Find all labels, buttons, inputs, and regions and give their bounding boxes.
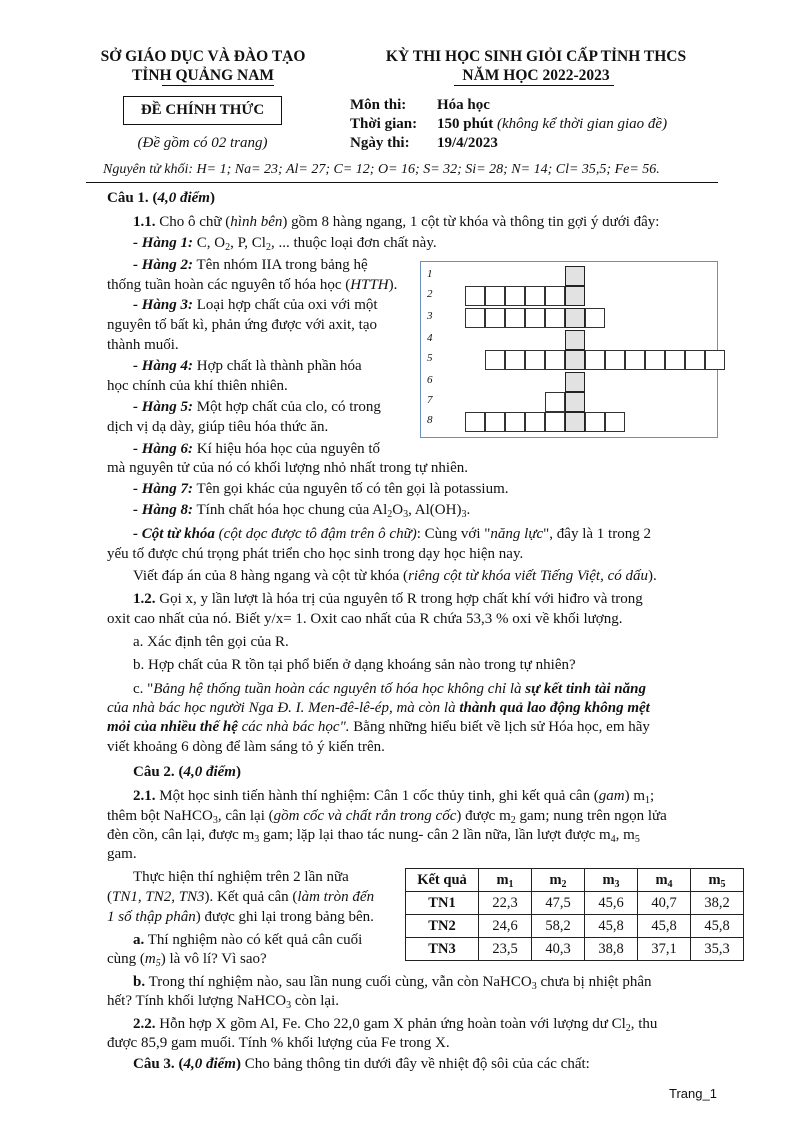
table-header-cell: $m_3$ — [585, 869, 638, 892]
q3-title: Câu 3. — [133, 1056, 175, 1072]
q2-1-line-4: gam. — [107, 846, 137, 862]
row2-text-a: Tên nhóm IIA trong bảng hệ — [196, 257, 368, 273]
row3-clue-b: nguyên tố bất kì, phản ứng được với axit, tạo — [107, 317, 377, 333]
crossword-row-number: 2 — [427, 288, 433, 300]
table-row — [406, 892, 744, 915]
crossword-cell — [545, 412, 565, 432]
row2-clue-b: thống tuần hoàn các nguyên tố hóa học (HTTH). — [107, 277, 398, 293]
row3-text-a: Loại hợp chất của oxi với một — [196, 297, 378, 313]
crossword-key-cell — [565, 330, 585, 350]
row8-clue — [133, 501, 470, 519]
subject-label: Môn thi: — [350, 97, 407, 113]
table-cell: 24,6 — [479, 915, 532, 938]
time-line — [437, 115, 667, 133]
q1-2-part-c-line-1: c. "Bảng hệ thống tuần hoàn các nguyên tố hóa học không chỉ là sự kết tinh tài năng — [133, 681, 646, 697]
q2-1-part-a-line-2: cùng $(m_5)$ là vô lí? Vì sao? — [107, 951, 267, 969]
crossword-row-number: 5 — [427, 352, 433, 364]
row1-label: - Hàng 1: — [133, 235, 193, 251]
q1-2-part-b: b. Hợp chất của R tồn tại phổ biến ở dạng khoáng sản nào trong tự nhiên? — [133, 657, 576, 673]
crossword-cell — [625, 350, 645, 370]
table-header-cell: $m_1$ — [479, 869, 532, 892]
key-text-c: ", đây là 1 trong 2 — [543, 526, 651, 542]
table-cell: 38,2 — [691, 892, 744, 915]
q1-2-part-c-line-2: của nhà bác học người Nga Đ. I. Men-đê-lê-ép, mà còn là thành quả lao động không mệt — [107, 700, 650, 716]
crossword-cell — [605, 350, 625, 370]
q2-points: 4,0 điểm — [183, 764, 236, 780]
q1-points: 4,0 điểm — [157, 190, 210, 206]
crossword-cell — [505, 286, 525, 306]
row3-clue-c: thành muối. — [107, 337, 179, 353]
table-row — [406, 915, 744, 938]
crossword-cell — [545, 350, 565, 370]
q2-1-part-b-line-2: hết? Tính khối lượng NaHCO$_3$ còn lại. — [107, 993, 340, 1011]
q2-2-line-2: được 85,9 gam muối. Tính % khối lượng của Fe trong X. — [107, 1035, 450, 1051]
subject-value: Hóa học — [437, 97, 490, 113]
table-header-cell: $m_4$ — [638, 869, 691, 892]
table-cell: 38,8 — [585, 938, 638, 961]
q2-1-line-3: đèn cồn, cân lại, được $m_3$ gam; lặp lại thao tác nung- cân 2 lần nữa, lần lượt được $m_4$, $m_5$ — [107, 827, 640, 845]
q2-2-line-1: 2.2. Hỗn hợp X gồm Al, Fe. Cho 22,0 gam X phản ứng hoàn toàn với lượng dư $Cl_2$, thu — [133, 1016, 658, 1034]
row1-text: C, $O_2$, P, $Cl_2$, ... thuộc loại đơn chất này. — [196, 235, 437, 253]
department-line-1: SỞ GIÁO DỤC VÀ ĐÀO TẠO — [100, 48, 306, 65]
q2-1-line-6: (TN1, TN2, TN3). Kết quả cân (làm tròn đến — [107, 889, 375, 905]
q2-1-line-1: 2.1. Một học sinh tiến hành thí nghiệm: Cân 1 cốc thủy tinh, ghi kết quả cân (gam) $m_1$; — [133, 788, 655, 806]
row8-label: - Hàng 8: — [133, 502, 193, 518]
time-label: Thời gian: — [350, 116, 418, 132]
crossword-cell — [505, 412, 525, 432]
row7-text: Tên gọi khác của nguyên tố có tên gọi là potassium. — [196, 481, 509, 497]
q1-2-line-2: oxit cao nhất của nó. Biết y/x= 1. Oxit cao nhất của R chứa 53,3 % oxi về khối lượng. — [107, 611, 623, 627]
table-cell: 40,7 — [638, 892, 691, 915]
row4-clue-b: học chính của khí thiên nhiên. — [107, 378, 288, 394]
table-row — [406, 938, 744, 961]
q1-2-part-c-line-4: viết khoảng 6 dòng để làm sáng tỏ ý kiến trên. — [107, 739, 385, 755]
q1-heading: Câu 1. (4,0 điểm) — [107, 190, 215, 206]
crossword-grid — [420, 261, 718, 438]
header-rule-right — [454, 85, 614, 86]
crossword-cell — [465, 412, 485, 432]
q1-1-text-a: Cho ô chữ ( — [159, 214, 231, 230]
q1-2-part-c-line-3: mỏi của nhiều thế hệ các nhà bác học". Bằng những hiểu biết về lịch sử Hóa học, em hãy — [107, 719, 650, 735]
q2-1-part-a-line-1: a. Thí nghiệm nào có kết quả cân cuối — [133, 932, 363, 948]
key-note: (cột dọc được tô đậm trên ô chữ) — [218, 526, 417, 542]
table-cell: 45,8 — [638, 915, 691, 938]
table-cell: TN2 — [406, 915, 479, 938]
crossword-cell — [485, 286, 505, 306]
row3-label: - Hàng 3: — [133, 297, 193, 313]
crossword-cell — [585, 350, 605, 370]
row6-clue-b: mà nguyên tử của nó có khối lượng nhỏ nhất trong tự nhiên. — [107, 460, 469, 476]
q2-2-number: 2.2. — [133, 1016, 156, 1032]
crossword-cell — [465, 286, 485, 306]
q2-1-line-7: 1 số thập phân) được ghi lại trong bảng bên. — [107, 909, 374, 925]
crossword-cell — [525, 350, 545, 370]
crossword-row-number: 7 — [427, 394, 433, 406]
q2-heading: Câu 2. (4,0 điểm) — [133, 764, 241, 780]
row5-clue-a — [133, 398, 381, 416]
date-label: Ngày thi: — [350, 135, 410, 151]
row7-label: - Hàng 7: — [133, 481, 193, 497]
crossword-row-number: 1 — [427, 268, 433, 280]
row6-clue-a — [133, 440, 380, 458]
table-cell: 23,5 — [479, 938, 532, 961]
exam-title-line-2: NĂM HỌC 2022-2023 — [462, 67, 610, 84]
time-value: 150 phút — [437, 116, 494, 132]
table-cell: 35,3 — [691, 938, 744, 961]
crossword-row-number: 4 — [427, 332, 433, 344]
crossword-key-cell — [565, 350, 585, 370]
crossword-cell — [665, 350, 685, 370]
crossword-cell — [545, 286, 565, 306]
q3-points: 4,0 điểm — [183, 1056, 236, 1072]
row4-label: - Hàng 4: — [133, 358, 193, 374]
row6-label: - Hàng 6: — [133, 441, 193, 457]
table-cell: TN1 — [406, 892, 479, 915]
date-value: 19/4/2023 — [437, 135, 498, 151]
table-cell: 45,6 — [585, 892, 638, 915]
crossword-cell — [705, 350, 725, 370]
q2-title: Câu 2. — [133, 764, 175, 780]
results-table — [405, 868, 744, 961]
table-header-row — [406, 869, 744, 892]
exam-title-line-1: KỲ THI HỌC SINH GIỎI CẤP TỈNH THCS — [385, 48, 687, 65]
table-cell: 22,3 — [479, 892, 532, 915]
crossword-row-number: 6 — [427, 374, 433, 386]
row4-clue-a — [133, 357, 362, 375]
official-exam-box: ĐỀ CHÍNH THỨC — [123, 96, 282, 125]
crossword-cell — [525, 412, 545, 432]
crossword-row-number: 8 — [427, 414, 433, 426]
table-header-cell: $m_5$ — [691, 869, 744, 892]
q2-1-number: 2.1. — [133, 788, 156, 804]
table-cell: 37,1 — [638, 938, 691, 961]
crossword-cell — [685, 350, 705, 370]
crossword-cell — [545, 392, 565, 412]
row8-text: Tính chất hóa học chung của $Al_2O_3$, $Al(OH)_3$. — [196, 502, 471, 520]
pages-note: (Đề gồm có 02 trang) — [137, 135, 268, 151]
row5-label: - Hàng 5: — [133, 399, 193, 415]
crossword-cell — [465, 308, 485, 328]
table-header-cell: Kết quả — [406, 869, 479, 892]
table-cell: 45,8 — [691, 915, 744, 938]
row2-label: - Hàng 2: — [133, 257, 193, 273]
q1-2-part-a: a. Xác định tên gọi của R. — [133, 634, 289, 650]
row5-clue-b: dịch vị dạ dày, giúp tiêu hóa thức ăn. — [107, 419, 329, 435]
q1-2-line-1: 1.2. Gọi x, y lần lượt là hóa trị của nguyên tố R trong hợp chất khí với hiđro và trong — [133, 591, 643, 607]
crossword-cell — [485, 350, 505, 370]
key-label: - Cột từ khóa — [133, 526, 215, 542]
q1-1-text-b: hình bên — [230, 214, 283, 230]
q3-text: Cho bảng thông tin dưới đây về nhiệt độ sôi của các chất: — [244, 1056, 590, 1072]
header-rule-left — [162, 85, 274, 86]
q1-1-text-c: ) gồm 8 hàng ngang, 1 cột từ khóa và thông tin gợi ý dưới đây: — [282, 214, 660, 230]
time-note: (không kể thời gian giao đề) — [497, 116, 668, 132]
table-cell: 47,5 — [532, 892, 585, 915]
row1-clue — [133, 234, 437, 252]
crossword-cell — [505, 350, 525, 370]
department-line-2: TỈNH QUẢNG NAM — [131, 67, 275, 84]
table-cell: 58,2 — [532, 915, 585, 938]
crossword-cell — [605, 412, 625, 432]
table-cell: 40,3 — [532, 938, 585, 961]
crossword-key-cell — [565, 286, 585, 306]
crossword-key-cell — [565, 412, 585, 432]
crossword-cell — [585, 308, 605, 328]
crossword-cell — [525, 308, 545, 328]
row2-clue-a — [133, 256, 368, 274]
key-column-clue-a — [133, 525, 651, 543]
q2-1-line-5: Thực hiện thí nghiệm trên 2 lần nữa — [133, 869, 349, 885]
row6-text-a: Kí hiệu hóa học của nguyên tố — [196, 441, 381, 457]
header-divider — [86, 182, 718, 183]
crossword-cell — [645, 350, 665, 370]
crossword-row-number: 3 — [427, 310, 433, 322]
table-cell: TN3 — [406, 938, 479, 961]
q1-1-line — [133, 213, 659, 231]
table-cell: 45,8 — [585, 915, 638, 938]
row7-clue — [133, 480, 509, 498]
key-text-b: năng lực — [490, 526, 544, 542]
q1-2-number: 1.2. — [133, 591, 156, 607]
q2-1-line-2: thêm bột NaHCO$_3$, cân lại (gồm cốc và chất rắn trong cốc) được $m_2$ gam; nung trên ngọn lửa — [107, 808, 667, 826]
crossword-cell — [585, 412, 605, 432]
row4-text-a: Hợp chất là thành phần hóa — [196, 358, 362, 374]
q1-title: Câu 1. — [107, 190, 149, 206]
table-header-cell: $m_2$ — [532, 869, 585, 892]
row5-text-a: Một hợp chất của clo, có trong — [196, 399, 381, 415]
crossword-key-cell — [565, 308, 585, 328]
crossword-cell — [545, 308, 565, 328]
row3-clue-a — [133, 296, 378, 314]
q2-1-part-b-line-1: b. Trong thí nghiệm nào, sau lần nung cuối cùng, vẫn còn NaHCO$_3$ chưa bị nhiệt phân — [133, 974, 652, 992]
crossword-cell — [485, 308, 505, 328]
crossword-key-cell — [565, 266, 585, 286]
crossword-cell — [485, 412, 505, 432]
crossword-key-cell — [565, 372, 585, 392]
page-number: Trang_1 — [669, 1086, 717, 1101]
q1-1-number: 1.1. — [133, 214, 156, 230]
atomic-masses: Nguyên tử khối: H= 1; Na= 23; Al= 27; C= 12; O= 16; S= 32; Si= 28; N= 14; Cl= 35,5; Fe= 56. — [103, 162, 660, 177]
crossword-cell — [525, 286, 545, 306]
write-answers-instruction: Viết đáp án của 8 hàng ngang và cột từ khóa (riêng cột từ khóa viết Tiếng Việt, có dấu). — [133, 568, 657, 584]
crossword-key-cell — [565, 392, 585, 412]
key-column-clue-b: yếu tố được chú trọng phát triển cho học sinh trong dạy học hiện nay. — [107, 546, 524, 562]
q3-line: Câu 3. (4,0 điểm) Cho bảng thông tin dưới đây về nhiệt độ sôi của các chất: — [133, 1056, 590, 1072]
key-text-a: : Cùng với " — [416, 526, 491, 542]
crossword-cell — [505, 308, 525, 328]
